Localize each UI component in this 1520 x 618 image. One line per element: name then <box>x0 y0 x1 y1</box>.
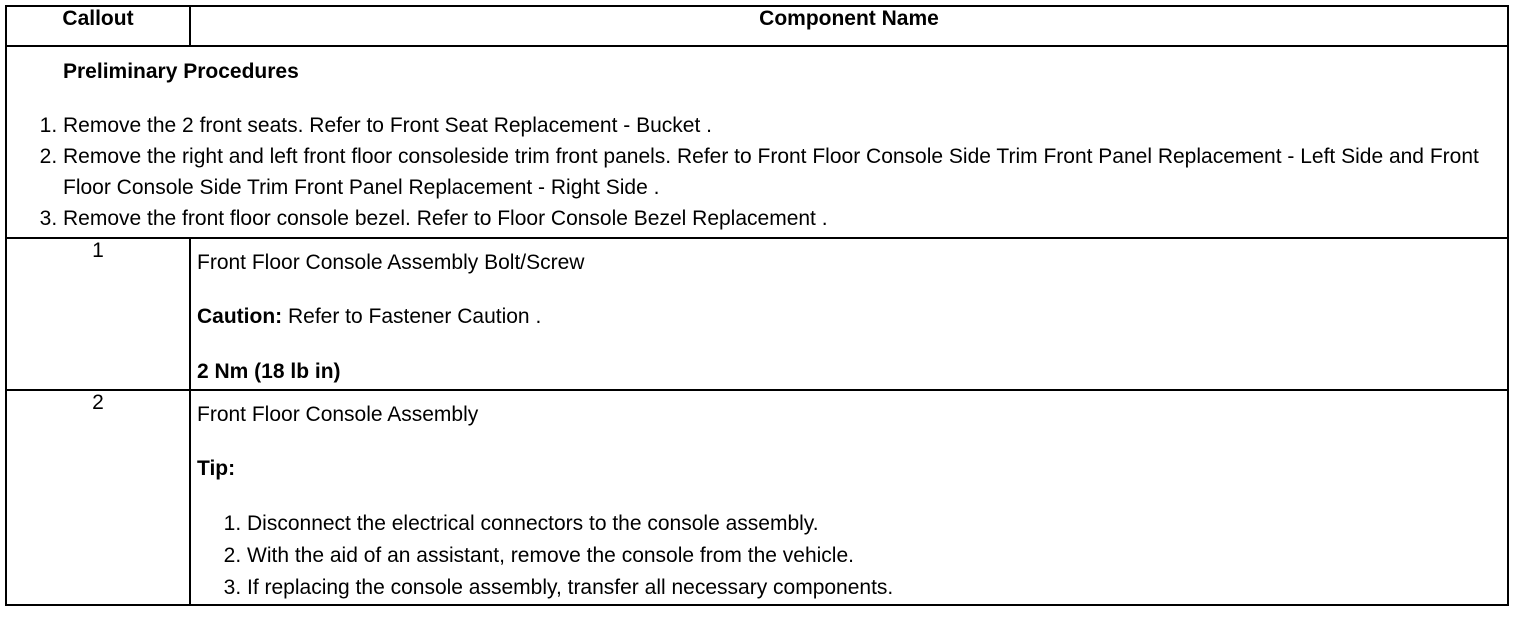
caution-note <box>197 304 1507 329</box>
caution-label: Caution: <box>197 305 283 328</box>
preliminary-procedures-row <box>6 46 1508 238</box>
component-cell <box>190 390 1508 605</box>
preliminary-steps-list <box>7 110 1507 234</box>
preliminary-procedures-cell <box>6 46 1508 238</box>
tip-steps-list <box>197 508 1507 604</box>
component-name: Front Floor Console Assembly Bolt/Screw <box>197 251 585 274</box>
preliminary-step: 2. Remove the right and left front floor consoleside trim front panels. Refer to Front Floor Console Side Trim Front Panel Replacement - Left Side and Front Floor Console Side Trim Front Panel Replacement - Right Side . <box>63 141 1507 203</box>
component-name: Front Floor Console Assembly <box>197 403 479 426</box>
preliminary-step: 3. Remove the front floor console bezel. Refer to Floor Console Bezel Replacement . <box>63 203 1507 234</box>
tip-step: 2. With the aid of an assistant, remove the console from the vehicle. <box>247 540 1507 572</box>
header-row <box>6 6 1508 46</box>
table-row <box>6 390 1508 605</box>
preliminary-procedures-title: Preliminary Procedures <box>63 60 299 83</box>
preliminary-step: 1. Remove the 2 front seats. Refer to Front Seat Replacement - Bucket . <box>63 110 1507 141</box>
table-row <box>6 238 1508 390</box>
tip-label: Tip: <box>197 457 236 480</box>
caution-text: Refer to Fastener Caution . <box>282 305 542 328</box>
callout-column-header: Callout <box>6 6 190 46</box>
procedure-table <box>5 5 1509 606</box>
torque-spec: 2 Nm (18 lb in) <box>197 360 341 383</box>
component-cell <box>190 238 1508 390</box>
tip-step: 3. If replacing the console assembly, transfer all necessary components. <box>247 572 1507 604</box>
component-name-column-header: Component Name <box>190 6 1508 46</box>
callout-number: 1 <box>6 238 190 390</box>
callout-number: 2 <box>6 390 190 605</box>
tip-step: 1. Disconnect the electrical connectors to the console assembly. <box>247 508 1507 540</box>
